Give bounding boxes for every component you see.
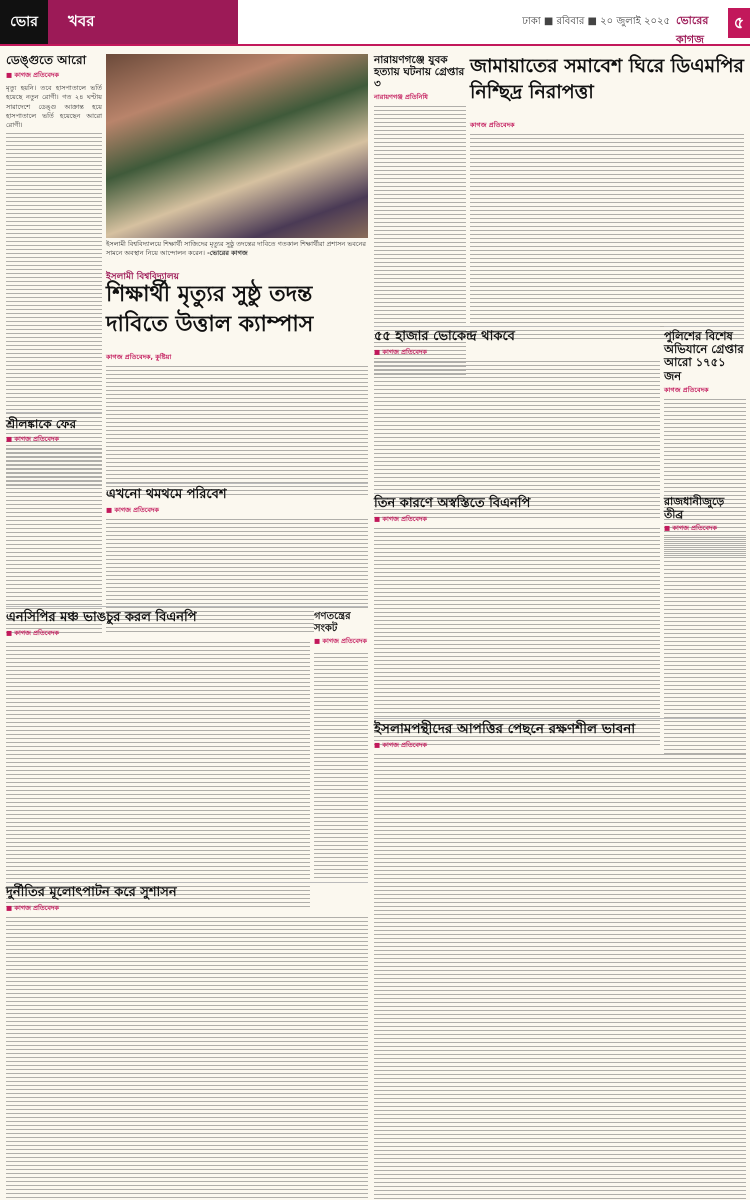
article-title: দুর্নীতির মূলোৎপাটন করে সুশাসন: [6, 885, 177, 900]
article-byline: কাগজ প্রতিবেদক, কুষ্টিয়া: [106, 353, 172, 361]
article-body-text: [106, 366, 368, 496]
article-title: ৫৫ হাজার ভোকেন্দ্র থাকবে: [374, 329, 515, 344]
article-kicker: [106, 264, 368, 282]
article-warm: [106, 488, 368, 603]
article-byline: নারায়ণগঞ্জ প্রতিনিধি: [374, 93, 428, 102]
article-title: ইসলামপন্থীদের আপত্তির পেছনে রক্ষণশীল ভাবনা: [374, 721, 636, 737]
article-byline: ■ কাগজ প্রতিবেদক: [314, 637, 367, 645]
dateline: ঢাকা ■ রবিবার ■ ২০ জুলাই ২০২৫: [522, 16, 670, 27]
article-police: [664, 330, 746, 490]
divider: [664, 326, 744, 327]
page-number: ৫: [728, 8, 750, 38]
article-dengue: [6, 54, 102, 409]
article-body-text: [6, 917, 368, 1199]
article-title: পুলিশের বিশেষ অভিযানে গ্রেপ্তার আরো ১৭৫১ জন: [664, 329, 744, 383]
article-lead: মৃত্যু হয়নি। তবে হাসপাতালে ভর্তি হয়েছে নতুন রোগী। গত ২৪ ঘণ্টায় সারাদেশে ডেঙ্গু আক্রান্ত হয়ে হাসপাতালে ভর্তি হয়েছেন আরো রোগী।: [6, 83, 102, 130]
photo-credit: -ভোরের কাগজ: [207, 248, 248, 257]
article-title: নারায়ণগঞ্জে যুবক হত্যায় ঘটনায় গ্রেপ্তার ৩: [374, 54, 465, 91]
photo-caption-text: ইসলামী বিশ্ববিদ্যালয়ে শিক্ষার্থী সাজিদের মৃত্যুর সুষ্ঠু তদন্তের দাবিতে গতকাল শিক্ষার্থীরা প্রশাসন ভবনের সামনে অবস্থান নিয়ে আন্দোলন করেন।: [106, 240, 366, 257]
article-title: তিন কারণে অস্বস্তিতে বিএনপি: [374, 496, 531, 511]
article-byline: ■ কাগজ প্রতিবেদক: [6, 628, 59, 637]
article-byline: কাগজ প্রতিবেদক: [664, 385, 709, 394]
article-byline: ■ কাগজ প্রতিবেদক: [6, 903, 59, 912]
article-byline: ■ কাগজ প্রতিবেদক: [106, 505, 159, 514]
article-title: গণতন্ত্রের সংকট: [314, 611, 351, 634]
article-byline: ■ কাগজ প্রতিবেদক: [374, 347, 427, 356]
divider: [6, 882, 368, 883]
article-rajshahi: [664, 496, 746, 716]
divider: [106, 483, 368, 484]
protest-photo: [106, 54, 368, 238]
article-gonotantra: [314, 611, 368, 879]
article-byline: কাগজ প্রতিবেদক: [470, 121, 515, 129]
article-ibb-body: [106, 350, 368, 480]
divider: [374, 718, 746, 719]
article-title: এখনো থমথমে পরিবেশ: [106, 487, 227, 502]
article-corruption: [6, 886, 368, 1168]
article-ncp: [6, 611, 310, 879]
article-body-text: [374, 754, 746, 1200]
article-gonotantra-head: [314, 611, 368, 651]
divider: [374, 326, 660, 327]
article-byline: ■ কাগজ প্রতিবেদক: [664, 524, 717, 533]
newspaper-name: ভোরের কাগজ: [676, 14, 709, 46]
article-body-text: [314, 613, 368, 881]
kicker-text: ইসলামী বিশ্ববিদ্যালয়: [106, 272, 179, 282]
section-name: খবর: [48, 0, 238, 44]
article-srilanka: [6, 418, 102, 603]
divider: [6, 412, 102, 413]
article-jamaat-headline: [470, 54, 744, 116]
article-byline: ■ কাগজ প্রতিবেদক: [6, 70, 59, 79]
photo-caption: [106, 240, 368, 262]
article-bnp: [374, 497, 660, 715]
article-byline: ■ কাগজ প্রতিবেদক: [374, 740, 427, 749]
article-title: শ্রীলঙ্কাকে ফের: [6, 417, 77, 431]
divider: [374, 493, 660, 494]
article-narayanganj: [374, 54, 466, 324]
article-volt: [374, 330, 660, 490]
article-title: শিক্ষার্থী মৃত্যুর সুষ্ঠু তদন্ত দাবিতে উত্তাল ক্যাম্পাস: [106, 282, 314, 337]
article-body-text: [470, 134, 744, 340]
article-ibb-headline: [106, 280, 368, 346]
newspaper-logo: ভোর: [0, 0, 48, 44]
article-title: জামায়াতের সমাবেশ ঘিরে ডিএমপির নিশ্ছিদ্র নিরাপত্তা: [470, 55, 744, 103]
divider: [6, 606, 368, 607]
article-title: এনসিপির মঞ্চ ভাঙচুর করল বিএনপি: [6, 610, 197, 625]
article-jamaat-body: [470, 118, 744, 324]
article-byline: ■ কাগজ প্রতিবেদক: [374, 514, 427, 523]
article-body-text: [6, 642, 310, 910]
article-byline: ■ কাগজ প্রতিবেদক: [6, 434, 59, 443]
article-title: ডেঙ্গুতে আরো: [6, 53, 87, 67]
article-islamist: [374, 722, 746, 1168]
article-title: রাজধানীজুড়ে তীব্র: [664, 495, 725, 521]
article-body-text: [374, 528, 660, 746]
